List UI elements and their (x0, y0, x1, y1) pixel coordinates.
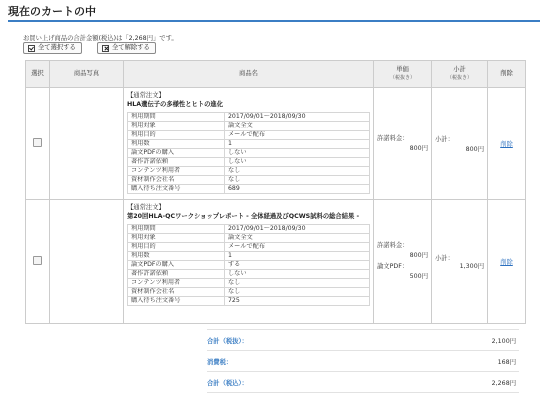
price-amount: 800円 (409, 252, 428, 259)
order-type: 【通常注文】 (127, 204, 165, 211)
detail-key: 利用数 (128, 252, 225, 261)
unit-price-cell (374, 200, 432, 324)
detail-key: 利用数 (128, 140, 225, 149)
subtotal-amount: 800円 (465, 145, 484, 153)
total-value: 168円 (497, 358, 516, 366)
deselect-all-label: 全て解除する (112, 44, 150, 51)
detail-key: 購入待ち注文番号 (128, 185, 225, 194)
detail-value: なし (225, 279, 370, 288)
cart-total-notice: お買い上げ商品の合計金額(税込)は「2,268円」です。 (23, 35, 178, 42)
price-label: 論文PDF： (377, 263, 409, 270)
detail-key: 利用対象 (128, 122, 225, 131)
total-label: 消費税： (207, 358, 233, 366)
header-delete: 削除 (488, 61, 526, 88)
detail-value: しない (225, 149, 370, 158)
header-subtotal (432, 61, 488, 88)
detail-key: 資材制作会社名 (128, 176, 225, 185)
delete-link[interactable]: 削除 (500, 259, 513, 266)
detail-value: メールで配布 (225, 243, 370, 252)
price-amount: 800円 (409, 144, 428, 152)
detail-key: 利用目的 (128, 131, 225, 140)
detail-key: 著作許諾依頼 (128, 158, 225, 167)
cart-header-row (26, 61, 526, 88)
cart-row (26, 200, 526, 324)
totals-summary (207, 329, 519, 393)
total-label: 合計（税抜）： (207, 337, 248, 345)
detail-row (128, 185, 370, 194)
detail-row (128, 288, 370, 297)
detail-key: 論文PDFの購入 (128, 261, 225, 270)
header-subtotal-label: 小計 (453, 66, 466, 73)
deselect-all-button[interactable] (97, 42, 156, 54)
price-label: 許諾料金： (377, 134, 409, 142)
detail-row (128, 113, 370, 122)
detail-value: なし (225, 176, 370, 185)
subtotal-amount: 1,300円 (459, 263, 484, 270)
detail-key: コンテンツ利用者 (128, 167, 225, 176)
detail-value: 689 (225, 185, 370, 194)
product-name-cell (124, 88, 374, 200)
header-photo: 商品写真 (50, 61, 124, 88)
price-label: 許諾料金： (377, 242, 409, 249)
cart-row (26, 88, 526, 200)
select-all-button[interactable] (23, 42, 82, 54)
page-title: 現在のカートの中 (8, 5, 96, 18)
header-subtotal-note: （税抜き） (446, 75, 472, 81)
subtotal-cell (432, 200, 488, 324)
detail-value: メールで配布 (225, 131, 370, 140)
detail-key: 利用対象 (128, 234, 225, 243)
header-unit-price (374, 61, 432, 88)
detail-row (128, 149, 370, 158)
detail-value: 1 (225, 252, 370, 261)
checked-box-icon (28, 45, 35, 52)
detail-row (128, 270, 370, 279)
price-line (377, 241, 428, 261)
detail-value: 論文全文 (225, 122, 370, 131)
detail-row (128, 234, 370, 243)
header-name: 商品名 (124, 61, 374, 88)
usage-details-table (127, 224, 370, 306)
price-amount: 500円 (409, 273, 428, 280)
price-line (377, 262, 428, 282)
product-photo-cell (50, 200, 124, 324)
detail-value: しない (225, 158, 370, 167)
order-type: 【通常注文】 (127, 92, 165, 99)
consumption-tax-row (207, 351, 519, 372)
detail-row (128, 158, 370, 167)
detail-row (128, 279, 370, 288)
total-value: 2,100円 (491, 337, 516, 345)
product-photo-cell (50, 88, 124, 200)
delete-cell (488, 88, 526, 200)
detail-row (128, 167, 370, 176)
detail-key: コンテンツ利用者 (128, 279, 225, 288)
total-excl-tax-row (207, 329, 519, 351)
subtotal-cell (432, 88, 488, 200)
detail-row (128, 140, 370, 149)
title-divider (8, 20, 540, 22)
detail-row (128, 122, 370, 131)
usage-details-table (127, 112, 370, 194)
delete-cell (488, 200, 526, 324)
delete-link[interactable]: 削除 (500, 141, 513, 148)
detail-row (128, 225, 370, 234)
cart-table (25, 60, 526, 324)
detail-value: 2017/09/01～2018/09/30 (225, 113, 370, 122)
detail-value: なし (225, 167, 370, 176)
detail-row (128, 176, 370, 185)
row-select-cell (26, 88, 50, 200)
detail-key: 利用期間 (128, 225, 225, 234)
detail-value: しない (225, 270, 370, 279)
header-select: 選択 (26, 61, 50, 88)
detail-key: 著作許諾依頼 (128, 270, 225, 279)
product-title: HLA遺伝子の多様性とヒトの進化 (127, 101, 224, 108)
unit-price-cell (374, 88, 432, 200)
detail-value: 725 (225, 297, 370, 306)
price-line (377, 134, 428, 154)
detail-value: 1 (225, 140, 370, 149)
detail-row (128, 252, 370, 261)
detail-key: 購入待ち注文番号 (128, 297, 225, 306)
crossed-box-icon (102, 45, 109, 52)
header-unit-price-label: 単価 (396, 66, 409, 73)
detail-key: 論文PDFの購入 (128, 149, 225, 158)
product-name-cell (124, 200, 374, 324)
detail-key: 資材制作会社名 (128, 288, 225, 297)
detail-row (128, 297, 370, 306)
total-value: 2,268円 (491, 379, 516, 387)
detail-value: なし (225, 288, 370, 297)
product-title: 第20回HLA-QCワークショップレポート - 全体経過及びQCWS試料の総合結果 - (127, 213, 360, 220)
subtotal-label: 小計： (435, 135, 454, 143)
detail-key: 利用目的 (128, 243, 225, 252)
detail-row (128, 243, 370, 252)
detail-value: する (225, 261, 370, 270)
detail-value: 論文全文 (225, 234, 370, 243)
row-select-checkbox[interactable] (33, 138, 42, 147)
header-unit-price-note: （税抜き） (389, 75, 415, 81)
detail-row (128, 261, 370, 270)
detail-value: 2017/09/01～2018/09/30 (225, 225, 370, 234)
total-incl-tax-row (207, 372, 519, 393)
detail-key: 利用期間 (128, 113, 225, 122)
detail-row (128, 131, 370, 140)
row-select-checkbox[interactable] (33, 256, 42, 265)
total-label: 合計（税込）： (207, 379, 248, 387)
select-all-label: 全て選択する (38, 44, 76, 51)
subtotal-label: 小計： (435, 255, 454, 262)
row-select-cell (26, 200, 50, 324)
